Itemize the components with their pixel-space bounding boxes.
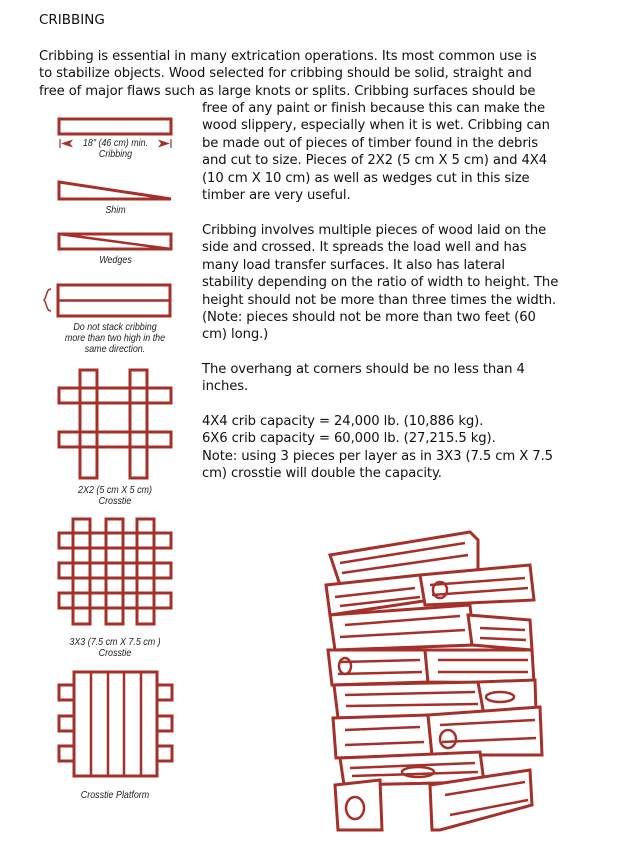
caption-line: Crosstie — [98, 495, 132, 507]
side-block — [157, 685, 172, 700]
wedge-box — [59, 234, 171, 249]
crosstie-platform-diagram — [59, 672, 172, 776]
side-block — [157, 716, 172, 731]
text-line: to stabilize objects. Wood selected for cribbing should be solid, straight and — [39, 66, 532, 82]
horizontal-piece — [59, 432, 171, 447]
text-line: free of any paint or finish because this can make the — [202, 101, 546, 116]
text-line: cm) long.) — [202, 327, 269, 343]
crosstie-3x3-caption — [60, 637, 171, 659]
wood-beam — [334, 682, 484, 718]
wedge-diagonal — [59, 234, 171, 249]
side-block — [59, 716, 74, 731]
cribbing-structure-paragraph — [202, 222, 558, 344]
text-line: and cut to size. Pieces of 2X2 (5 cm X 5 cm) and 4X4 — [202, 153, 548, 169]
platform-deck — [74, 672, 157, 776]
wood-beam — [333, 715, 432, 758]
wood-beam — [468, 615, 532, 650]
overhang-paragraph — [202, 361, 525, 396]
caption-line: same direction. — [84, 343, 146, 355]
crosstie-2x2-caption — [60, 485, 171, 507]
text-line: height should not be more than three times the width. — [202, 292, 557, 308]
text-line: be made out of pieces of timber found in the debris — [202, 135, 538, 151]
text-line: timber are very useful. — [202, 188, 351, 204]
wood-beam — [478, 680, 536, 715]
text-line: free of major flaws such as large knots or splits. Cribbing surfaces should be — [39, 83, 536, 99]
text-line: Cribbing involves multiple pieces of wood laid on the — [202, 223, 547, 238]
wood-beam — [340, 752, 484, 785]
wood-beam — [330, 532, 478, 585]
text-line: (10 cm X 10 cm) as well as wedges cut in this size — [202, 170, 530, 186]
caption-line: 3X3 (7.5 cm X 7.5 cm ) — [69, 636, 161, 648]
vertical-piece — [73, 519, 90, 624]
text-line: inches. — [202, 379, 249, 395]
caption-line: 2X2 (5 cm X 5 cm) — [78, 484, 152, 496]
intro-paragraph — [39, 48, 537, 100]
shim-label: Shim — [105, 204, 126, 216]
crosstie-3x3-diagram — [59, 519, 171, 624]
wood-beam — [335, 780, 382, 830]
text-line: cm) crosstie will double the capacity. — [202, 466, 442, 482]
wood-beam — [328, 650, 428, 685]
caption-line: more than two high in the — [64, 332, 166, 344]
side-block — [59, 685, 74, 700]
cribbing-dimension-label: 18" (46 cm) min. — [82, 137, 149, 149]
horizontal-piece — [59, 388, 171, 403]
capacity-paragraph — [202, 413, 553, 483]
text-line: side and crossed. It spreads the load well and has — [202, 240, 527, 256]
side-block — [59, 746, 74, 761]
wood-selection-paragraph — [202, 100, 550, 204]
vertical-piece — [106, 519, 123, 624]
wood-stack-illustration — [326, 532, 542, 830]
wedges-label: Wedges — [99, 254, 132, 266]
text-line: The overhang at corners should be no less than 4 — [202, 362, 525, 377]
wood-beam — [326, 575, 430, 615]
wood-beam — [430, 770, 532, 830]
vertical-piece — [130, 370, 147, 478]
side-block — [157, 746, 172, 761]
stack-warning-caption — [60, 322, 171, 355]
platform-caption: Crosstie Platform — [80, 789, 150, 801]
horizontal-piece — [59, 533, 171, 548]
text-line: (Note: pieces should not be more than two feet (60 — [202, 310, 536, 326]
text-line: 6X6 crib capacity = 60,000 lb. (27,215.5 kg). — [202, 431, 496, 447]
vertical-piece — [137, 519, 154, 624]
shim-shape — [59, 182, 171, 199]
horizontal-piece — [59, 593, 171, 608]
caption-line: Crosstie — [98, 647, 132, 659]
vertical-piece — [80, 370, 97, 478]
wood-beam — [428, 707, 542, 755]
text-line: Note: using 3 pieces per layer as in 3X3 (7.5 cm X 7.5 — [202, 448, 553, 464]
page-title: CRIBBING — [39, 12, 105, 28]
text-line: wood slippery, especially when it is wet. Cribbing can — [202, 118, 550, 134]
caption-line: Do not stack cribbing — [73, 321, 157, 333]
text-line: 4X4 crib capacity = 24,000 lb. (10,886 kg). — [202, 414, 484, 429]
stacked-boards — [58, 285, 170, 316]
wood-grain — [335, 543, 536, 819]
wood-beam — [420, 565, 534, 605]
horizontal-piece — [59, 563, 171, 578]
cribbing-label: Cribbing — [98, 148, 133, 160]
wood-beam — [425, 650, 534, 683]
brace-icon — [44, 289, 51, 311]
text-line: stability depending on the ratio of width to height. The — [202, 275, 559, 291]
cribbing-board — [59, 119, 171, 134]
wood-beam — [330, 605, 474, 650]
crosstie-2x2-diagram — [59, 370, 171, 478]
text-line: many load transfer surfaces. It also has lateral — [202, 257, 505, 273]
text-line: Cribbing is essential in many extrication operations. Its most common use is — [39, 49, 537, 64]
